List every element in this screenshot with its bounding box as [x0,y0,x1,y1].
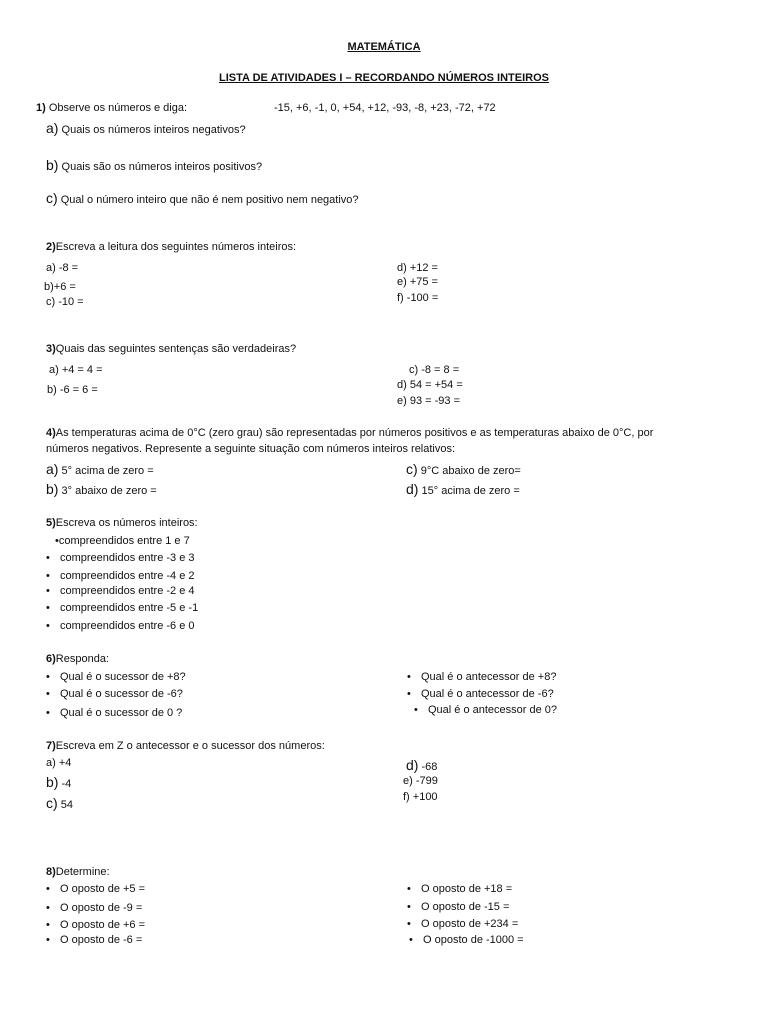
q8-right-item: • O oposto de +234 = [407,918,519,930]
page-subtitle: LISTA DE ATIVIDADES I – RECORDANDO NÚMEROS INTEIROS [218,72,550,84]
q5-list-item: • compreendidos entre -2 e 4 [46,585,195,597]
question-7: 7)Escreva em Z o antecessor e o sucessor dos números: [46,740,325,752]
q2-item-a: a) -8 = [46,262,79,274]
q2-item-b: b)+6 = [44,281,76,293]
q6-left-item: • Qual é o sucessor de 0 ? [46,707,183,719]
q1-item-c: c) Qual o número inteiro que não é nem positivo nem negativo? [46,190,359,206]
q8-left-item: • O oposto de -9 = [46,902,143,914]
q6-left-item: • Qual é o sucessor de +8? [46,671,186,683]
q3-item-b: b) -6 = 6 = [47,384,98,396]
q3-item-a: a) +4 = 4 = [49,364,103,376]
q8-left-item: • O oposto de -6 = [46,934,143,946]
q2-item-e: e) +75 = [397,276,438,288]
question-8: 8)Determine: [46,866,110,878]
q8-right-item: • O oposto de -1000 = [409,934,524,946]
q7-item-d: d) -68 [406,757,438,773]
q8-right-item: • O oposto de -15 = [407,901,510,913]
q5-list-item: •compreendidos entre 1 e 7 [55,535,190,547]
q1-item-b: b) Quais são os números inteiros positivos? [46,157,263,173]
q8-left-item: • O oposto de +6 = [46,919,146,931]
question-text: Observe os números e diga: [48,102,188,114]
question-number: 1) [36,102,46,114]
q5-list-item: • compreendidos entre -5 e -1 [46,602,199,614]
q7-item-e: e) -799 [403,775,438,787]
q7-item-b: b) -4 [46,774,72,790]
q6-right-item: • Qual é o antecessor de 0? [414,704,558,716]
q7-item-c: c) 54 [46,795,73,811]
q1-number-list: -15, +6, -1, 0, +54, +12, -93, -8, +23, -72, +72 [274,102,496,114]
q4-item-a: a) 5° acima de zero = [46,461,154,477]
question-2: 2)Escreva a leitura dos seguintes números inteiros: [46,241,297,253]
q6-left-item: • Qual é o sucessor de -6? [46,688,183,700]
question-4-line1: 4)As temperaturas acima de 0°C (zero grau) são representadas por números positivos e as temperaturas abaixo de 0°C, por [46,427,654,439]
q4-item-c: c) 9°C abaixo de zero= [406,461,521,477]
question-1 [36,102,187,115]
q3-item-c: c) -8 = 8 = [409,364,460,376]
question-5: 5)Escreva os números inteiros: [46,517,198,529]
q4-item-d: d) 15° acima de zero = [406,481,520,497]
q1-item-a: a) Quais os números inteiros negativos? [46,120,246,136]
q7-item-a: a) +4 [46,757,72,769]
q2-item-d: d) +12 = [397,262,438,274]
q5-list-item: • compreendidos entre -3 e 3 [46,552,195,564]
q5-list-item: • compreendidos entre -4 e 2 [46,570,195,582]
q3-item-d: d) 54 = +54 = [397,379,463,391]
page-title: MATEMÁTICA [347,41,421,53]
q8-right-item: • O oposto de +18 = [407,883,513,895]
q3-item-e: e) 93 = -93 = [397,395,460,407]
q7-item-f: f) +100 [403,791,438,803]
q8-left-item: • O oposto de +5 = [46,883,146,895]
q2-item-f: f) -100 = [397,292,439,304]
q2-item-c: c) -10 = [46,296,84,308]
question-4-line2: números negativos. Represente a seguinte situação com números inteiros relativos: [46,443,456,455]
question-3: 3)Quais das seguintes sentenças são verdadeiras? [46,343,297,355]
q6-right-item: • Qual é o antecessor de +8? [407,671,557,683]
q6-right-item: • Qual é o antecessor de -6? [407,688,554,700]
question-6: 6)Responda: [46,653,109,665]
q4-item-b: b) 3° abaixo de zero = [46,481,157,497]
q5-list-item: • compreendidos entre -6 e 0 [46,620,195,632]
